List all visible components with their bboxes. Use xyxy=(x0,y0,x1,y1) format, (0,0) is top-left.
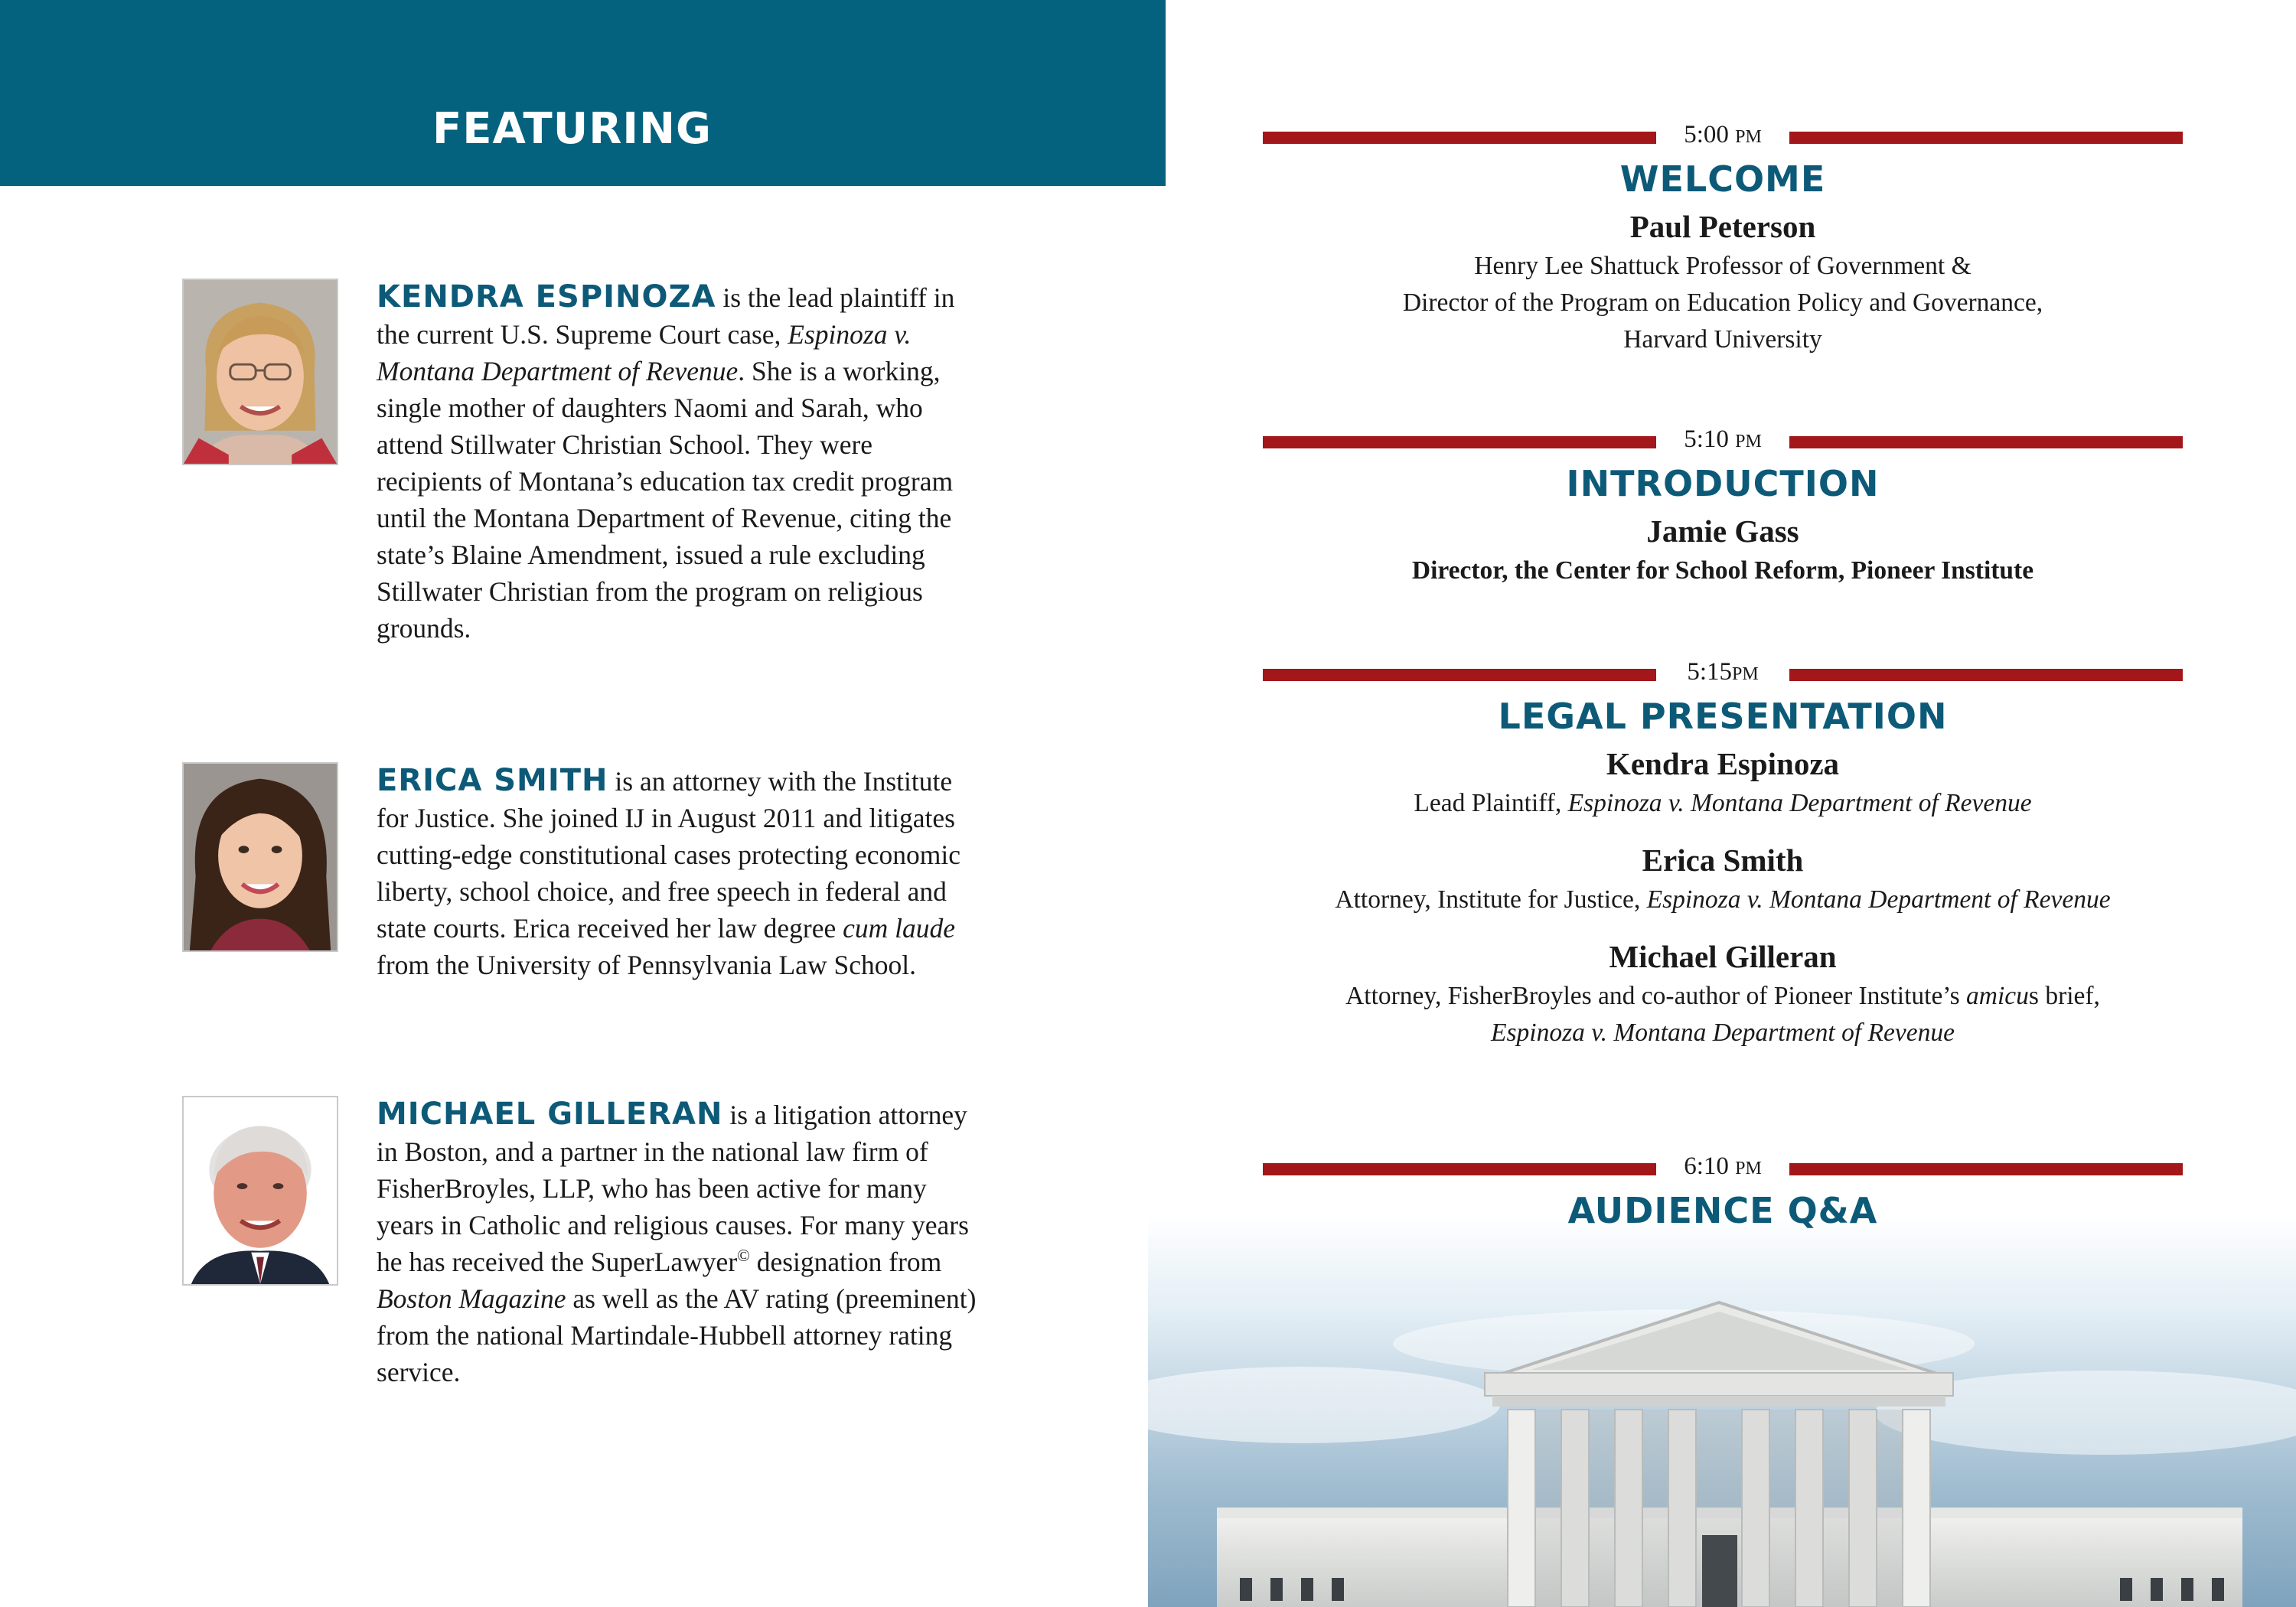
role-amicus: amicu xyxy=(1966,982,2029,1010)
portrait-michael-gilleran xyxy=(182,1096,338,1286)
role-text: Attorney, Institute for Justice, xyxy=(1335,885,1647,914)
spacer xyxy=(1263,918,2183,935)
agenda-item-introduction xyxy=(1263,424,2183,589)
speaker-role-line: Director of the Program on Education Policy and Governance, xyxy=(1402,288,2043,317)
speaker-role xyxy=(1263,785,2183,822)
agenda-item-audience-qa xyxy=(1263,1151,2183,1232)
speaker-role-line: Harvard University xyxy=(1623,325,1822,354)
agenda-item-legal-presentation xyxy=(1263,657,2183,1051)
time-value: 5:00 xyxy=(1684,121,1729,148)
bio-text-michael-gilleran xyxy=(377,1096,981,1390)
bio-text-erica-smith xyxy=(377,762,981,983)
time-value: 5:15 xyxy=(1687,658,1732,686)
role-text: Attorney, FisherBroyles and co-author of Pioneer Institute’s xyxy=(1345,982,1967,1010)
supreme-court-photo xyxy=(1148,1214,2296,1607)
speaker-role-line2 xyxy=(1263,1015,2183,1051)
time-value: 6:10 xyxy=(1684,1152,1729,1180)
bio-latin-phrase: cum laude xyxy=(843,913,955,944)
bio-body-cont: . She is a working, single mother of daughters Naomi and Sarah, who attend Stillwater Christian School. They were recipients of Montana’s education tax credit program until the Montana Department of Revenue, citing the state’s Blaine Amendment, issued a rule excluding Stillwater Christian from the program on religious grounds. xyxy=(377,356,954,644)
session-title: INTRODUCTION xyxy=(1566,463,1880,504)
speaker-name: Jamie Gass xyxy=(1646,513,1799,549)
portrait-kendra-espinoza xyxy=(182,279,338,465)
bio-text-kendra-espinoza xyxy=(377,279,981,647)
featuring-banner xyxy=(0,0,1166,186)
bio-name: ERICA SMITH xyxy=(377,763,608,798)
session-title: AUDIENCE Q&A xyxy=(1567,1190,1878,1231)
featuring-title: FEATURING xyxy=(432,104,712,154)
bio-kendra-espinoza xyxy=(182,279,986,676)
time-value: 5:10 xyxy=(1684,425,1729,453)
spacer xyxy=(1263,822,2183,839)
speaker-role xyxy=(1263,978,2183,1015)
speaker-name: Erica Smith xyxy=(1642,843,1804,878)
bio-body: is an attorney with the Institute for Justice. She joined IJ in August 2011 and litigates cutting-edge constitutional cases protecting economic liberty, school choice, and free speech in federal and state courts. Erica received her law degree xyxy=(377,766,961,944)
time-divider xyxy=(1263,119,2183,150)
time-divider xyxy=(1263,424,2183,455)
agenda-item-welcome xyxy=(1263,119,2183,358)
bio-magazine-name: Boston Magazine xyxy=(377,1283,566,1314)
speaker-role xyxy=(1263,882,2183,918)
bio-michael-gilleran xyxy=(182,1096,986,1433)
time-period: PM xyxy=(1735,1159,1762,1178)
session-time xyxy=(1263,657,2183,689)
time-divider xyxy=(1263,657,2183,687)
time-period: PM xyxy=(1735,432,1762,451)
bio-body: is the lead plaintiff in the current U.S. Supreme Court case, xyxy=(377,282,955,350)
session-time xyxy=(1263,424,2183,457)
speaker-role-line: Henry Lee Shattuck Professor of Government & xyxy=(1474,252,1971,280)
portrait-erica-smith xyxy=(182,762,338,952)
bio-body-mid: designation from xyxy=(749,1247,942,1277)
bio-body-cont: as well as the AV rating (preeminent) from the national Martindale-Hubbell attorney rating service. xyxy=(377,1283,977,1387)
role-text-suffix: s brief, xyxy=(2028,982,2100,1010)
role-text: Lead Plaintiff, xyxy=(1414,789,1568,817)
bio-body: is a litigation attorney in Boston, and a partner in the national law firm of FisherBroyles, LLP, who has been active for many years in Catholic and religious causes. For many years he has received the SuperLawyer xyxy=(377,1100,969,1277)
time-divider xyxy=(1263,1151,2183,1182)
copyright-mark: © xyxy=(737,1246,750,1266)
bio-erica-smith xyxy=(182,762,986,1015)
time-period: PM xyxy=(1735,127,1762,147)
session-time xyxy=(1263,119,2183,152)
bio-case-name: Espinoza v. Montana Department of Revenue xyxy=(377,319,912,386)
bio-name: MICHAEL GILLERAN xyxy=(377,1097,723,1132)
session-title: LEGAL PRESENTATION xyxy=(1498,696,1948,737)
speaker-name: Kendra Espinoza xyxy=(1606,746,1840,781)
session-title: WELCOME xyxy=(1619,158,1826,200)
role-case-name: Espinoza v. Montana Department of Revenue xyxy=(1567,789,2032,817)
time-period: PM xyxy=(1731,664,1759,684)
role-case-name: Espinoza v. Montana Department of Revenue xyxy=(1491,1019,1955,1047)
speaker-role-line: Director, the Center for School Reform, Pioneer Institute xyxy=(1411,556,2034,585)
speaker-name: Paul Peterson xyxy=(1629,209,1816,244)
session-time xyxy=(1263,1151,2183,1184)
role-case-name: Espinoza v. Montana Department of Revenue xyxy=(1646,885,2111,914)
bio-name: KENDRA ESPINOZA xyxy=(377,279,716,315)
speaker-name: Michael Gilleran xyxy=(1609,939,1837,974)
bio-body-cont: from the University of Pennsylvania Law School. xyxy=(377,950,916,980)
